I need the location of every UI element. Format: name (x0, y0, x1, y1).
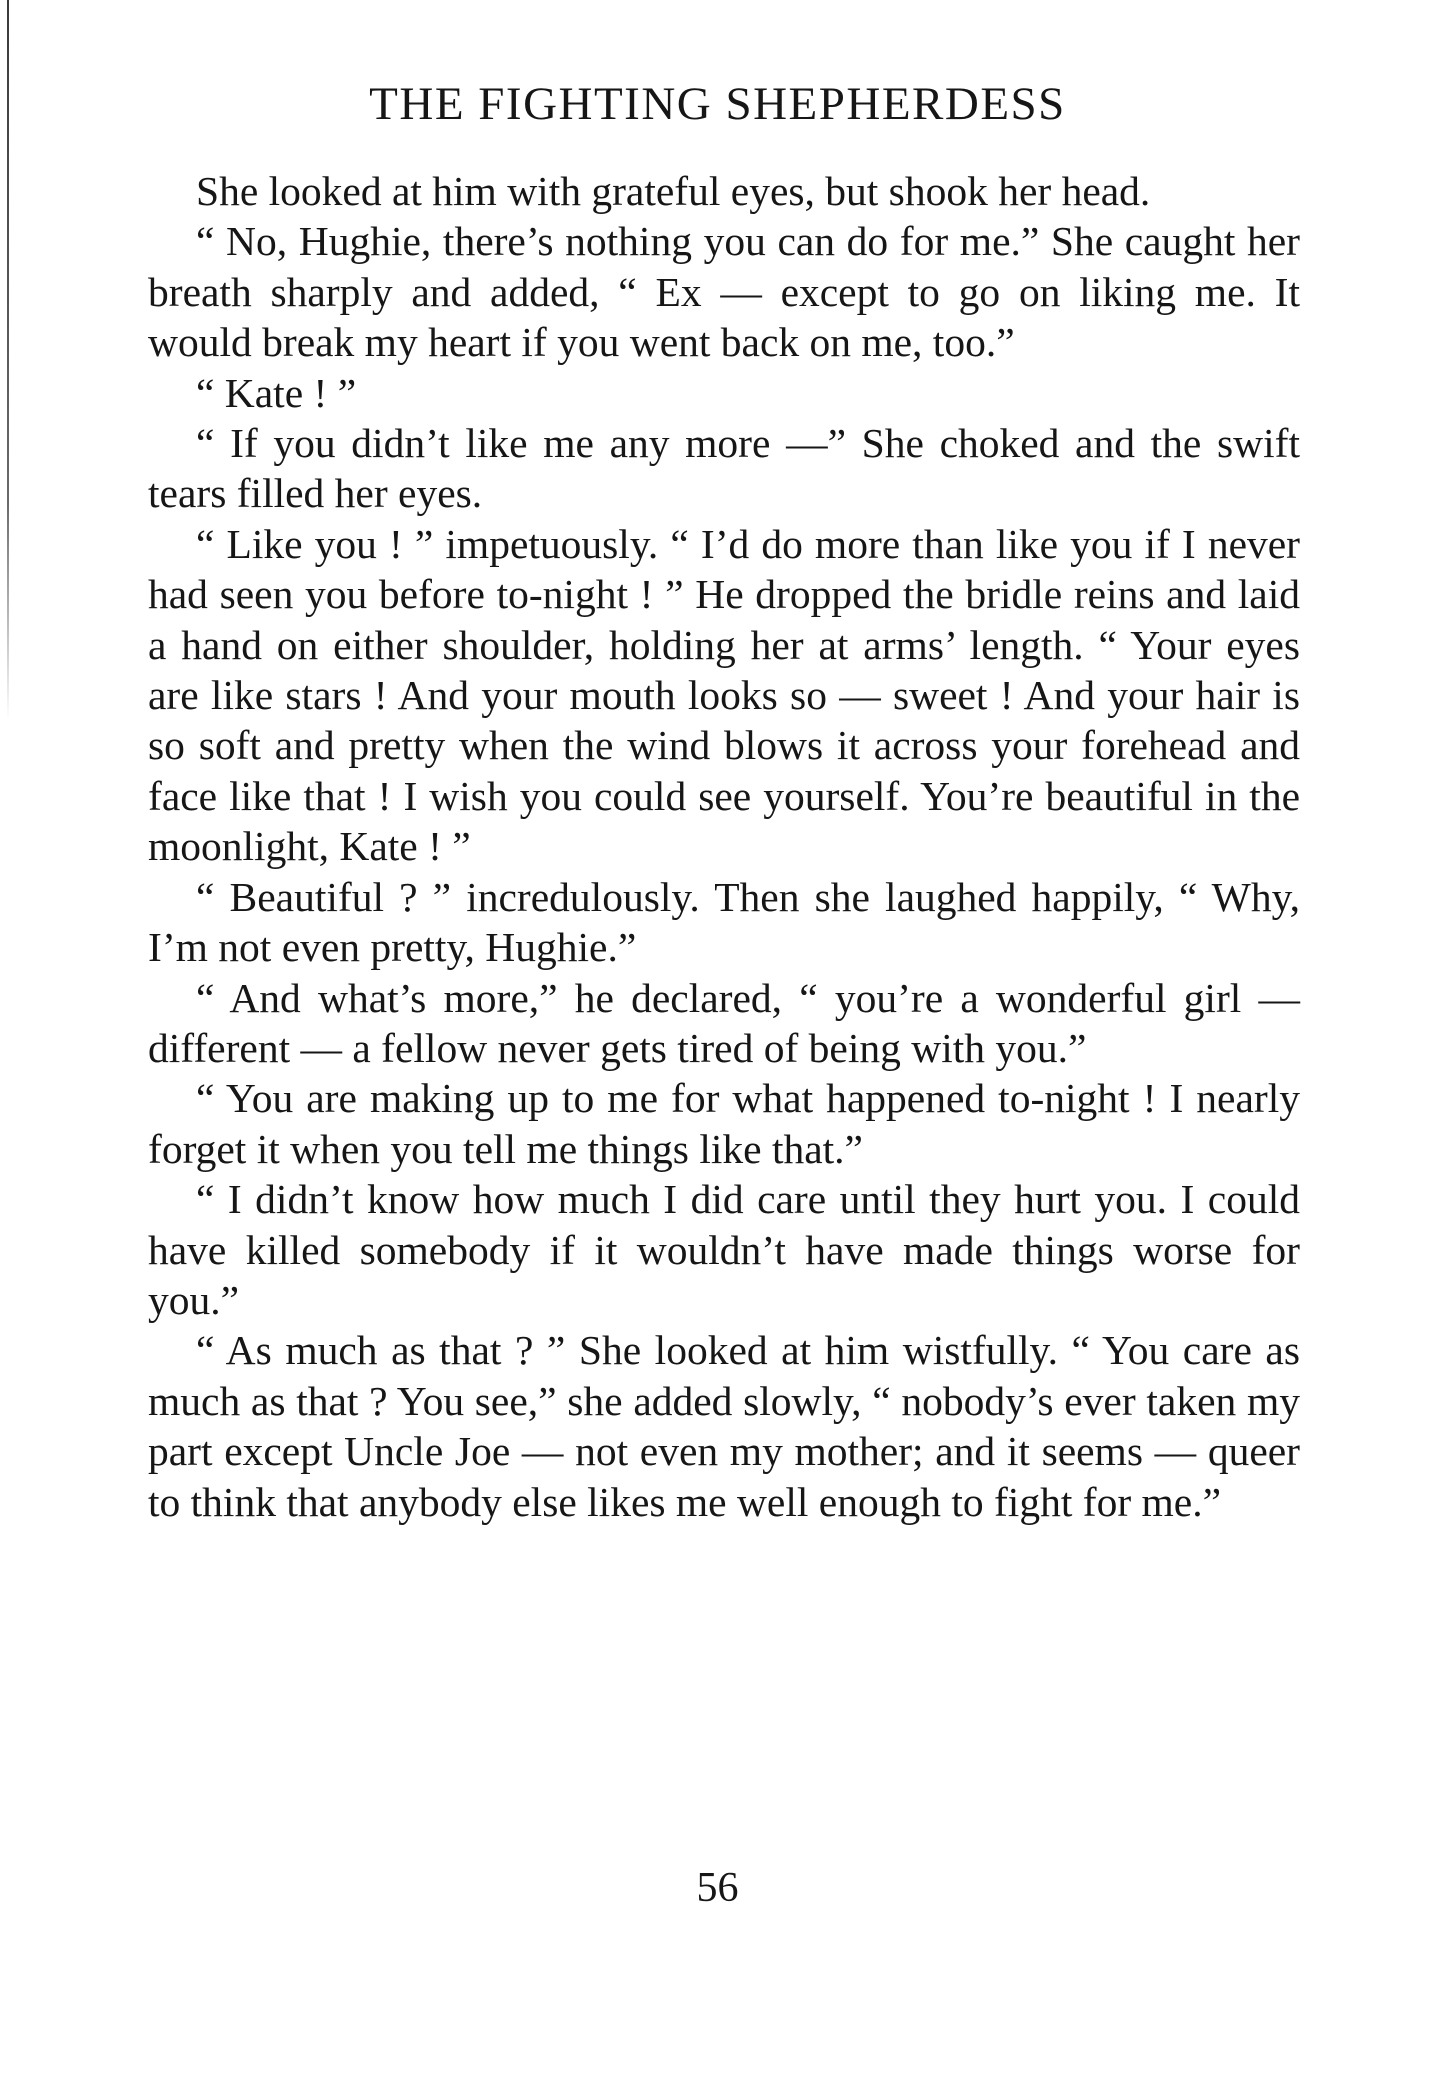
paragraph: “ Beautiful ? ” incredulously. Then she laughed happily, “ Why, I’m not even pretty, Hughie.” (148, 873, 1300, 971)
paragraph: “ As much as that ? ” She looked at him wistfully. “ You care as much as that ? You see,” she added slowly, “ nobody’s ever taken my part except Uncle Joe — not even my mother; and it seems — queer to think that anybody else likes me well enough to fight for me.” (148, 1327, 1300, 1525)
body-text (148, 166, 1300, 1527)
paragraph: “ I didn’t know how much I did care until they hurt you. I could have killed somebody if it wouldn’t have made things worse for you.” (148, 1176, 1300, 1323)
paragraph: “ Kate ! ” (196, 369, 357, 416)
paragraph: She looked at him with grateful eyes, but shook her head. (196, 168, 1151, 214)
paragraph: “ Like you ! ” impetuously. “ I’d do more than like you if I never had seen you before to-night ! ” He dropped the bridle reins and laid a hand on either shoulder, holding her at arms’ length. “ Your eyes are like stars ! And your mouth looks so — sweet ! And your hair is so soft and pretty when the wind blows it across your forehead and face like that ! I wish you could see yourself. You’re beautiful in the moonlight, Kate ! ” (148, 520, 1300, 870)
paragraph: “ And what’s more,” he declared, “ you’re a wonderful girl — different — a fellow never gets tired of being with you.” (148, 974, 1300, 1071)
page-number: 56 (696, 1865, 739, 1911)
running-head: THE FIGHTING SHEPHERDESS (369, 78, 1066, 130)
paragraph: “ If you didn’t like me any more —” She choked and the swift tears filled her eyes. (148, 420, 1300, 517)
paragraph: “ No, Hughie, there’s nothing you can do for me.” She caught her breath sharply and added, “ Ex — except to go on liking me. It would break my heart if you went back on me, too.” (148, 218, 1300, 366)
paragraph: “ You are making up to me for what happened to-night ! I nearly forget it when you tell me things like that.” (148, 1075, 1300, 1172)
